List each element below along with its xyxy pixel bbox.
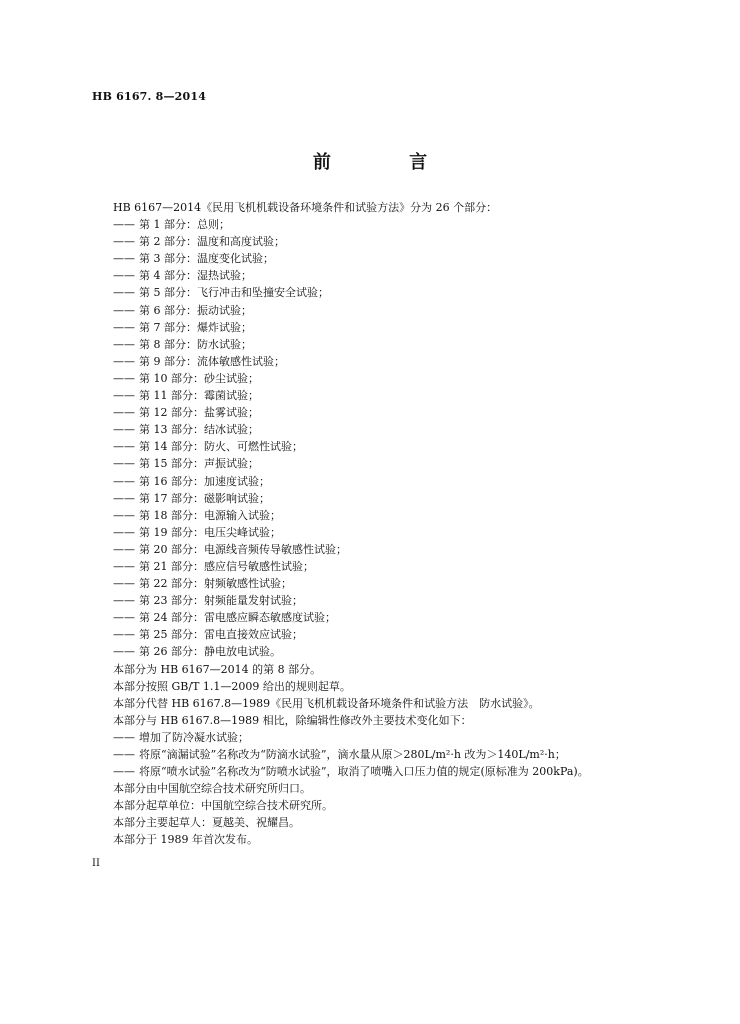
statement-line: 本部分为 HB 6167—2014 的第 8 部分。	[113, 662, 322, 676]
list-dash: ——	[113, 508, 135, 522]
list-dash: ——	[113, 423, 135, 437]
part-item-text: 第 22 部分：射频敏感性试验；	[139, 577, 292, 591]
closing-line: 本部分于 1989 年首次发布。	[113, 833, 258, 847]
change-item	[113, 763, 589, 780]
part-item	[113, 267, 589, 284]
list-dash: ——	[113, 577, 135, 591]
part-item	[113, 541, 589, 558]
standard-code: HB 6167. 8—2014	[92, 90, 207, 103]
page-number: II	[92, 858, 100, 869]
statement-line: 本部分与 HB 6167.8—1989 相比，除编辑性修改外主要技术变化如下：	[113, 713, 472, 727]
part-item-text: 第 24 部分：雷电感应瞬态敏感度试验；	[139, 611, 336, 625]
list-dash: ——	[113, 765, 135, 779]
part-item	[113, 353, 589, 370]
change-item	[113, 746, 589, 763]
part-item-text: 第 12 部分：盐雾试验；	[139, 406, 259, 420]
statement-line: 本部分按照 GB/T 1.1—2009 给出的规则起草。	[113, 679, 351, 693]
part-item	[113, 592, 589, 609]
list-dash: ——	[113, 628, 135, 642]
statement-line: 本部分代替 HB 6167.8—1989《民用飞机机载设备环境条件和试验方法 防水试验》。	[113, 696, 540, 710]
changes-list	[113, 729, 589, 780]
list-dash: ——	[113, 457, 135, 471]
part-item	[113, 250, 589, 267]
part-item-text: 第 1 部分：总则；	[139, 218, 230, 232]
part-item	[113, 626, 589, 643]
part-item-text: 第 25 部分：雷电直接效应试验；	[139, 628, 303, 642]
part-item-text: 第 8 部分：防水试验；	[139, 337, 252, 351]
list-dash: ——	[113, 440, 135, 454]
list-dash: ——	[113, 559, 135, 573]
part-item	[113, 558, 589, 575]
part-item-text: 第 17 部分：磁影响试验；	[139, 491, 270, 505]
list-dash: ——	[113, 730, 135, 744]
list-dash: ——	[113, 337, 135, 351]
part-item	[113, 387, 589, 404]
closing-statements	[113, 780, 589, 848]
closing-line: 本部分起草单位：中国航空综合技术研究所。	[113, 799, 333, 813]
part-item-text: 第 11 部分：霉菌试验；	[139, 389, 259, 403]
list-dash: ——	[113, 354, 135, 368]
part-item	[113, 284, 589, 301]
part-item	[113, 455, 589, 472]
list-dash: ——	[113, 525, 135, 539]
change-item-text: 将原“滴漏试验”名称改为“防滴水试验”，滴水量从原＞280L/m²·h 改为＞140L/m²·h；	[139, 748, 566, 761]
part-item	[113, 319, 589, 336]
part-item	[113, 609, 589, 626]
list-dash: ——	[113, 286, 135, 300]
part-item	[113, 643, 589, 660]
intro-paragraph: HB 6167—2014《民用飞机机载设备环境条件和试验方法》分为 26 个部分：	[113, 201, 498, 214]
list-dash: ——	[113, 542, 135, 556]
closing-line: 本部分由中国航空综合技术研究所归口。	[113, 782, 311, 796]
part-item-text: 第 2 部分：温度和高度试验；	[139, 235, 285, 249]
list-dash: ——	[113, 594, 135, 608]
part-item-text: 第 10 部分：砂尘试验；	[139, 371, 259, 385]
part-item-text: 第 15 部分：声振试验；	[139, 457, 259, 471]
part-item-text: 第 7 部分：爆炸试验；	[139, 320, 252, 334]
part-item	[113, 575, 589, 592]
part-item-text: 第 6 部分：振动试验；	[139, 303, 252, 317]
list-dash: ——	[113, 269, 135, 283]
part-item-text: 第 3 部分：温度变化试验；	[139, 252, 274, 266]
list-dash: ——	[113, 235, 135, 249]
list-dash: ——	[113, 491, 135, 505]
part-item-text: 第 14 部分：防火、可燃性试验；	[139, 440, 303, 454]
list-dash: ——	[113, 303, 135, 317]
part-item-text: 第 4 部分：湿热试验；	[139, 269, 252, 283]
page-title: 前 言	[312, 152, 464, 173]
part-item-text: 第 21 部分：感应信号敏感性试验；	[139, 559, 314, 573]
part-item-text: 第 5 部分：飞行冲击和坠撞安全试验；	[139, 286, 329, 300]
list-dash: ——	[113, 748, 135, 761]
change-item-text: 增加了防冷凝水试验；	[139, 730, 249, 744]
part-item	[113, 370, 589, 387]
statements	[113, 661, 589, 729]
part-item	[113, 336, 589, 353]
part-item	[113, 524, 589, 541]
list-dash: ——	[113, 389, 135, 403]
part-item	[113, 216, 589, 233]
document-body	[113, 199, 589, 849]
list-dash: ——	[113, 218, 135, 232]
list-dash: ——	[113, 645, 135, 659]
part-item-text: 第 20 部分：电源线音频传导敏感性试验；	[139, 542, 347, 556]
change-item	[113, 729, 589, 746]
part-item	[113, 507, 589, 524]
closing-line: 本部分主要起草人：夏越美、祝耀昌。	[113, 816, 300, 830]
part-item	[113, 421, 589, 438]
list-dash: ——	[113, 252, 135, 266]
part-item	[113, 473, 589, 490]
parts-list	[113, 216, 589, 660]
part-item-text: 第 16 部分：加速度试验；	[139, 474, 270, 488]
list-dash: ——	[113, 371, 135, 385]
list-dash: ——	[113, 320, 135, 334]
part-item	[113, 302, 589, 319]
part-item	[113, 404, 589, 421]
part-item-text: 第 23 部分：射频能量发射试验；	[139, 594, 303, 608]
list-dash: ——	[113, 474, 135, 488]
change-item-text: 将原“喷水试验”名称改为“防喷水试验”，取消了喷嘴入口压力值的规定(原标准为 200kPa)。	[139, 765, 589, 779]
part-item-text: 第 9 部分：流体敏感性试验；	[139, 354, 285, 368]
part-item	[113, 490, 589, 507]
part-item-text: 第 13 部分：结冰试验；	[139, 423, 259, 437]
list-dash: ——	[113, 611, 135, 625]
part-item	[113, 233, 589, 250]
part-item-text: 第 26 部分：静电放电试验。	[139, 645, 281, 659]
part-item-text: 第 19 部分：电压尖峰试验；	[139, 525, 281, 539]
part-item	[113, 438, 589, 455]
part-item-text: 第 18 部分：电源输入试验；	[139, 508, 281, 522]
list-dash: ——	[113, 406, 135, 420]
